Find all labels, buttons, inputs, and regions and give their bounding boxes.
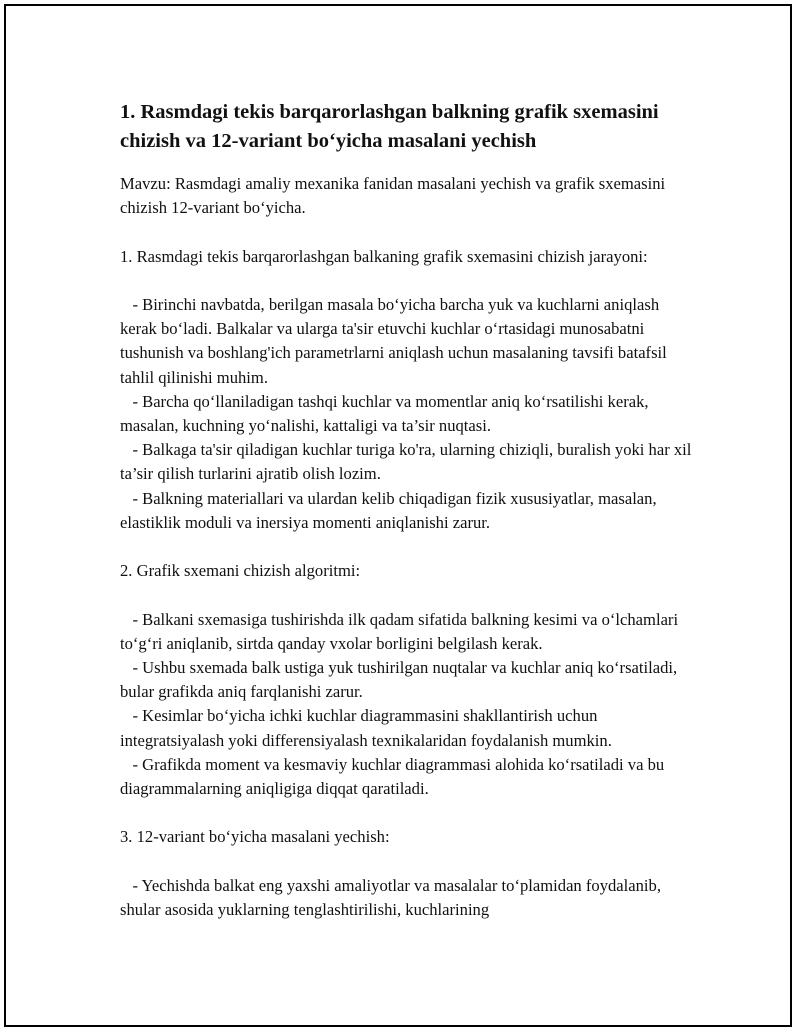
section-1-heading: 1. Rasmdagi tekis barqarorlashgan balkaning grafik sxemasini chizish jarayoni: (120, 246, 648, 266)
section-2-heading: 2. Grafik sxemani chizish algoritmi: (120, 561, 361, 581)
spacer (120, 269, 700, 293)
document-title: 1. Rasmdagi tekis barqarorlashgan balkning grafik sxemasini chizish va 12-variant bo‘yicha masalani yechish (120, 101, 659, 152)
section-1-item: - Barcha qo‘llaniladigan tashqi kuchlar va momentlar aniq ko‘rsatilishi kerak, masalan, kuchning yo‘nalishi, kattaligi va ta’sir nuqtasi. (120, 391, 653, 435)
section-2-item: - Balkani sxemasiga tushirishda ilk qadam sifatida balkning kesimi va o‘lchamlari to‘g‘ri aniqlanib, sirtda qanday vxolar borligini belgilash kerak. (120, 609, 683, 653)
section-3-heading: 3. 12-variant bo‘yicha masalani yechish: (120, 827, 390, 847)
section-1-item: - Balkaga ta'sir qiladigan kuchlar turiga ko'ra, ularning chiziqli, buralish yoki har xil ta’sir qilish turlarini ajratib olish lozim. (120, 440, 696, 484)
section-2-item: - Ushbu sxemada balk ustiga yuk tushirilgan nuqtalar va kuchlar aniq ko‘rsatiladi, bular grafikda aniq farqlanishi zarur. (120, 658, 682, 702)
spacer (120, 220, 700, 244)
section-2-item: - Grafikda moment va kesmaviy kuchlar diagrammasi alohida ko‘rsatiladi va bu diagrammalarning aniqligiga diqqat qaratiladi. (120, 754, 669, 799)
section-1-item: - Balkning materiallari va ulardan kelib chiqadigan fizik xususiyatlar, masalan, elastiklik moduli va inersiya momenti aniqlanishi zarur. (120, 488, 661, 532)
section-1-item: - Birinchi navbatda, berilgan masala bo‘yicha barcha yuk va kuchlarni aniqlash kerak bo‘ladi. Balkalar va ularga ta'sir etuvchi kuchlar o‘rtasidagi munosabatni tushunish va boshlang'ich parametrlarni aniqlash uchun masalaning tavsifi batafsil tahlil qilinishi muhim. (120, 294, 671, 387)
section-3-item: - Yechishda balkat eng yaxshi amaliyotlar va masalalar to‘plamidan foydalanib, shular asosida yuklarning tenglashtirilishi, kuchlarining (120, 875, 666, 919)
spacer (120, 535, 700, 559)
page-frame (4, 4, 792, 1027)
topic-paragraph: Mavzu: Rasmdagi amaliy mexanika fanidan masalani yechish va grafik sxemasini chizish 12-variant bo‘yicha. (120, 174, 670, 218)
spacer (120, 583, 700, 607)
section-2-item: - Kesimlar bo‘yicha ichki kuchlar diagrammasini shakllantirish uchun integratsiyalash yoki differensiyalash texnikalaridan foydalanish mumkin. (120, 706, 612, 750)
spacer (120, 850, 700, 874)
spacer (120, 801, 700, 825)
document-body (120, 98, 700, 922)
